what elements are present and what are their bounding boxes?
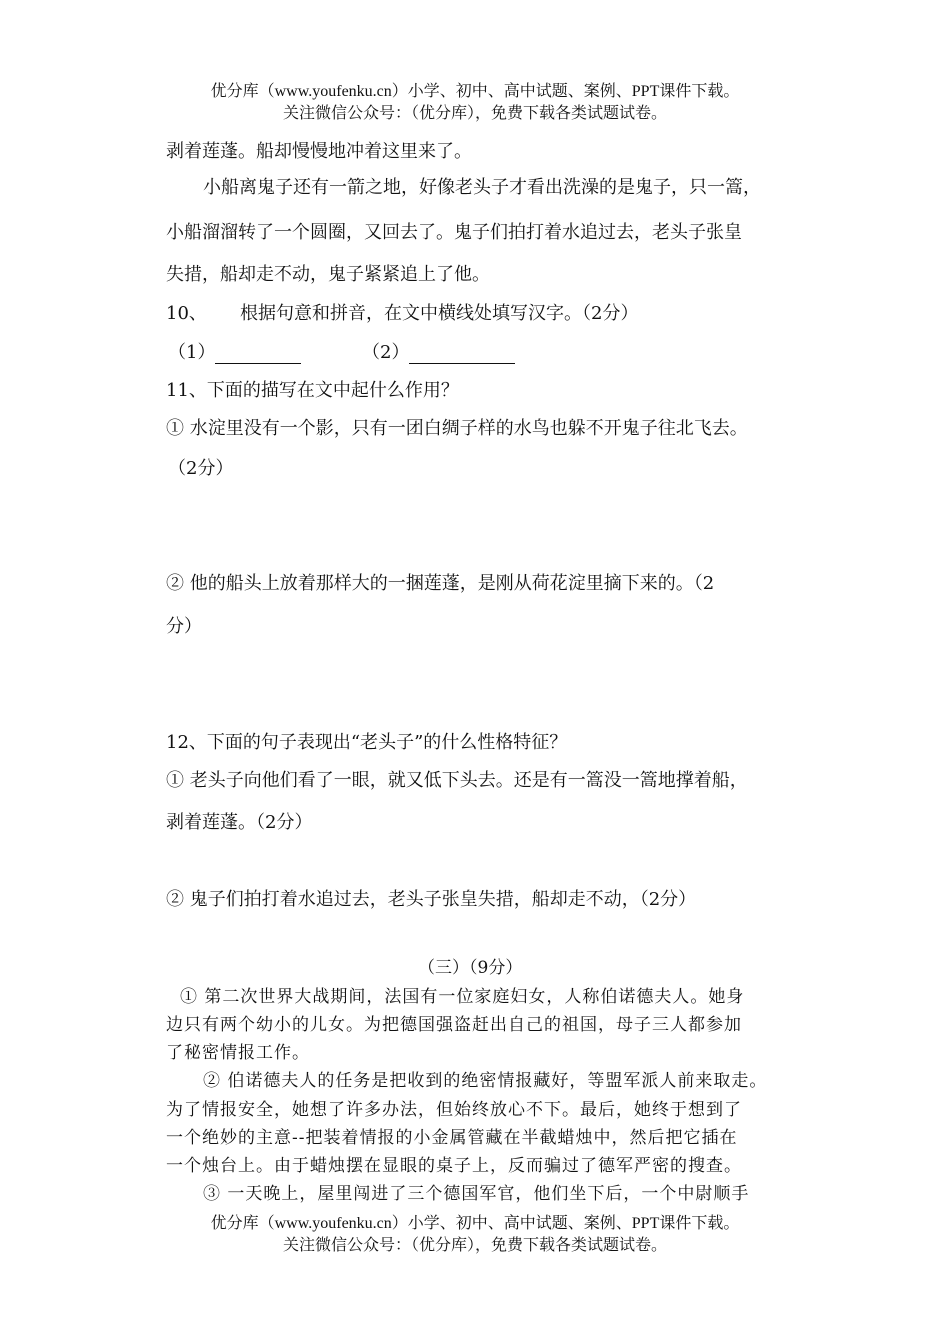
q11-item-1: ① 水淀里没有一个影，只有一团白绸子样的水鸟也躲不开鬼子往北飞去。	[166, 418, 748, 439]
q10-blank-2-line[interactable]	[409, 345, 515, 364]
q10-text: 根据句意和拼音，在文中横线处填写汉字。（2分）	[240, 303, 639, 324]
q11-item-1-score: （2分）	[168, 458, 234, 479]
section-3-line-4: ② 伯诺德夫人的任务是把收到的绝密情报藏好，等盟军派人前来取走。	[203, 1071, 768, 1091]
passage-line-4: 失措，船却走不动，鬼子紧紧追上了他。	[166, 264, 490, 285]
section-3-line-8: ③ 一天晚上，屋里闯进了三个德国军官，他们坐下后，一个中尉顺手	[203, 1184, 750, 1204]
q10-number: 10、	[166, 303, 207, 324]
q11-item-2: ② 他的船头上放着那样大的一捆莲蓬，是刚从荷花淀里摘下来的。（2	[166, 573, 715, 594]
q12-item-1-b: 剥着莲蓬。（2分）	[166, 812, 313, 833]
passage-line-1: 剥着莲蓬。船却慢慢地冲着这里来了。	[166, 141, 472, 162]
q12-item-1-a: ① 老头子向他们看了一眼，就又低下头去。还是有一篙没一篙地撑着船，	[166, 770, 748, 791]
footer-line-1: 优分库（www.youfenku.cn）小学、初中、高中试题、案例、PPT课件下载。	[210, 1215, 740, 1232]
passage-line-2: 小船离鬼子还有一箭之地，好像老头子才看出洗澡的是鬼子，只一篙，	[203, 177, 761, 198]
section-3-title: （三）（9分）	[418, 958, 523, 978]
q10-blank-1-label: （1）	[168, 342, 216, 363]
q12-item-2: ② 鬼子们拍打着水追过去，老头子张皇失措，船却走不动，（2分）	[166, 889, 697, 910]
section-3-line-1: ① 第二次世界大战期间，法国有一位家庭妇女，人称伯诺德夫人。她身	[180, 987, 745, 1007]
q12-title: 12、下面的句子表现出“老头子”的什么性格特征？	[166, 732, 568, 753]
header-line-2: 关注微信公众号：（优分库），免费下载各类试题试卷。	[282, 105, 667, 122]
q10-blank-1[interactable]	[168, 338, 301, 364]
section-3-line-6: 一个绝妙的主意--把装着情报的小金属管藏在半截蜡烛中，然后把它插在	[166, 1128, 738, 1148]
section-3-line-2: 边只有两个幼小的儿女。为把德国强盗赶出自己的祖国，母子三人都参加	[166, 1015, 742, 1035]
q10-blank-2-label: （2）	[362, 342, 410, 363]
q11-item-2-score: 分）	[166, 616, 202, 637]
header-line-1: 优分库（www.youfenku.cn）小学、初中、高中试题、案例、PPT课件下载。	[210, 83, 740, 100]
section-3-line-5: 为了情报安全，她想了许多办法，但始终放心不下。最后，她终于想到了	[166, 1100, 742, 1120]
section-3-line-7: 一个烛台上。由于蜡烛摆在显眼的桌子上，反而骗过了德军严密的搜查。	[166, 1156, 742, 1176]
q10-blank-2[interactable]	[362, 338, 515, 364]
q10-blank-1-line[interactable]	[215, 345, 301, 364]
section-3-line-3: 了秘密情报工作。	[166, 1043, 310, 1063]
q11-title: 11、下面的描写在文中起什么作用？	[166, 380, 459, 401]
passage-line-3: 小船溜溜转了一个圆圈，又回去了。鬼子们拍打着水追过去，老头子张皇	[166, 222, 742, 243]
footer-line-2: 关注微信公众号：（优分库），免费下载各类试题试卷。	[282, 1237, 667, 1254]
